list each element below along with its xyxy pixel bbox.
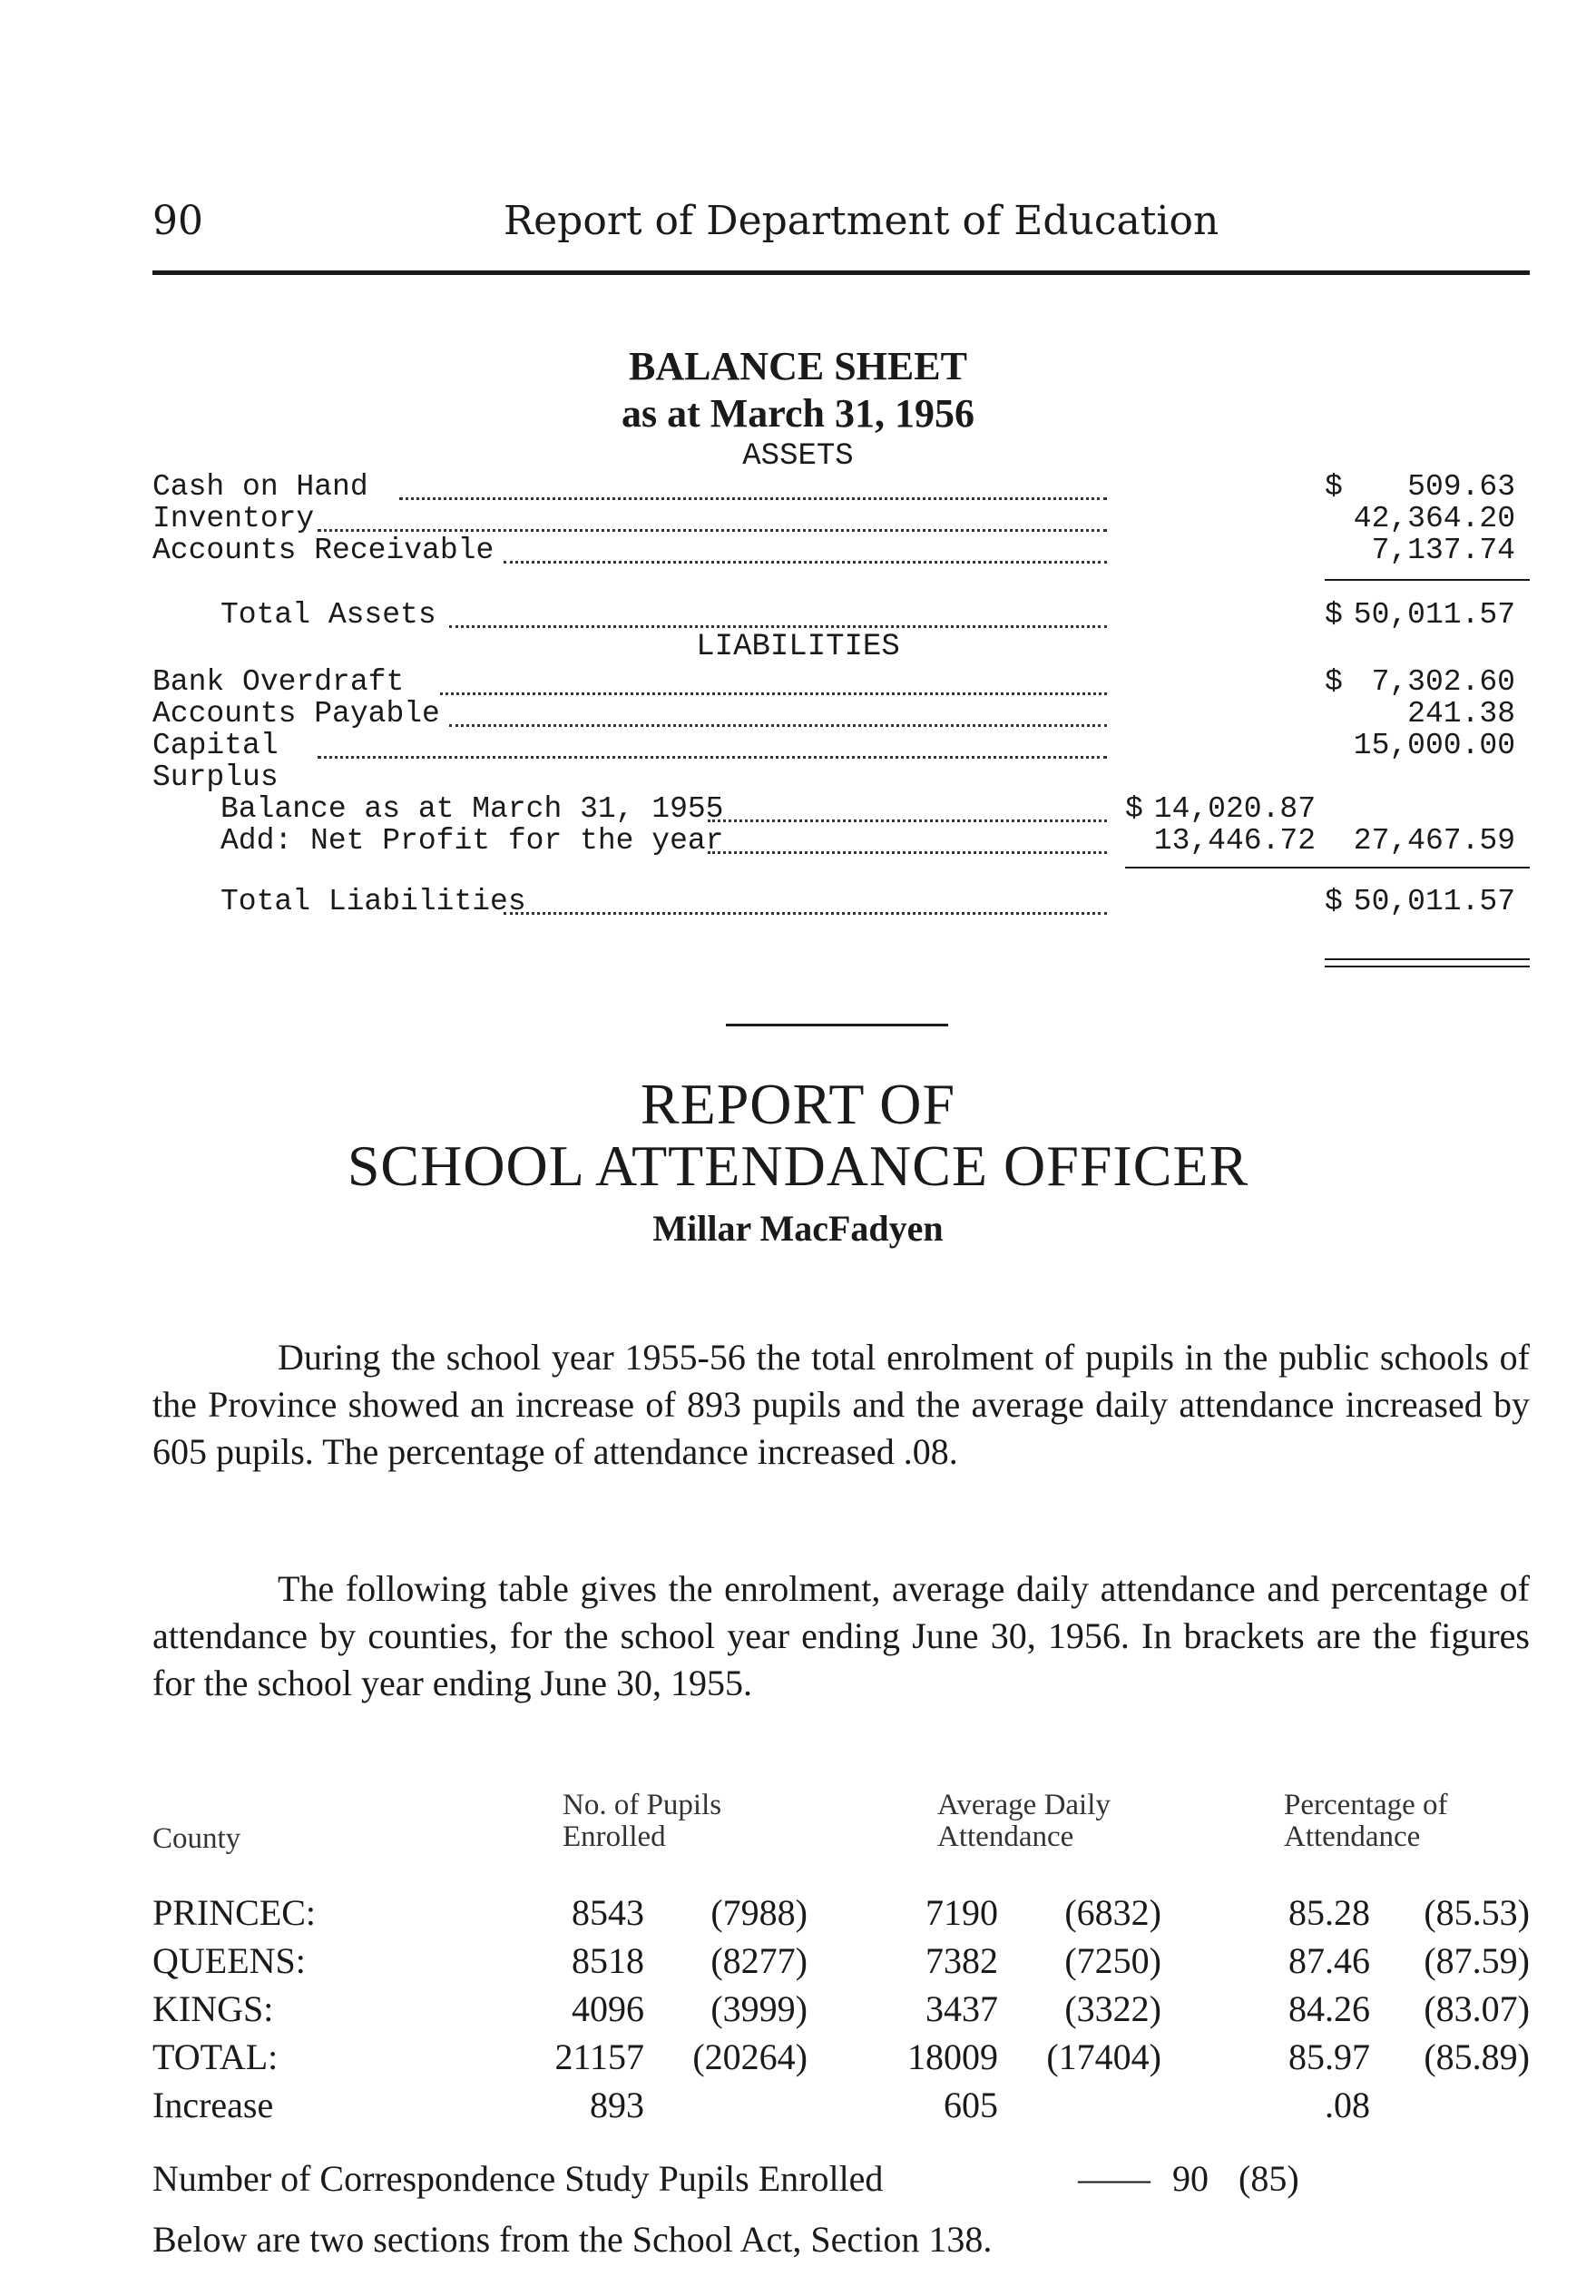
leader-dots	[440, 689, 1107, 695]
report-title-line1: REPORT OF	[640, 1072, 956, 1136]
row-amount: 7,302.60	[1371, 665, 1515, 699]
county-cell: PRINCEC:	[152, 1892, 317, 1933]
running-title: Report of Department of Education	[504, 198, 1219, 244]
enrolled-cell: 4096	[572, 1988, 644, 2029]
percent-cell: 84.26	[1288, 1988, 1370, 2029]
attendance-prev-cell: (6832)	[1064, 1892, 1161, 1933]
page-number: 90	[152, 198, 203, 244]
closing-line: Below are two sections from the School Act, Section 138.	[152, 2219, 993, 2260]
enrolled-prev-cell: (20264)	[692, 2036, 808, 2077]
enrolled-prev-cell: (3999)	[710, 1988, 808, 2029]
percent-prev-cell: (87.59)	[1424, 1940, 1530, 1981]
county-cell: QUEENS:	[152, 1940, 306, 1981]
row-label: Inventory	[152, 502, 315, 535]
row-amount: 42,364.20	[1353, 502, 1515, 535]
attendance-cell: 7190	[925, 1892, 998, 1933]
correspondence-label: Number of Correspondence Study Pupils Enrolled	[152, 2158, 884, 2199]
enrolled-prev-cell: (7988)	[710, 1892, 808, 1933]
row-total: 27,467.59	[1353, 824, 1515, 858]
county-cell: TOTAL:	[152, 2036, 279, 2077]
row-amount: 15,000.00	[1353, 729, 1515, 762]
enrolled-cell: 21157	[554, 2036, 644, 2077]
attendance-cell: 3437	[925, 1988, 998, 2029]
percent-prev-cell: (85.53)	[1424, 1892, 1530, 1933]
liabilities-heading: LIABILITIES	[696, 630, 900, 664]
paragraph-1: During the school year 1955-56 the total enrolment of pupils in the public schools of the Province showed an increase of 893 pupils and the average daily attendance increased by 605 pupils. The percentage of attendance increased .08.	[152, 1337, 1530, 1472]
dollar-sign: $	[1325, 470, 1343, 504]
double-rule-top	[1325, 958, 1530, 960]
row-label: Total Liabilities	[220, 885, 526, 918]
percent-cell: 85.28	[1288, 1892, 1370, 1933]
attendance-prev-cell: (7250)	[1064, 1940, 1161, 1981]
header-percent-2: Attendance	[1284, 1820, 1421, 1853]
dollar-sign: $	[1325, 665, 1343, 699]
county-cell: KINGS:	[152, 1988, 274, 2029]
header-enrolled-2: Enrolled	[563, 1820, 666, 1853]
leader-dots	[504, 908, 1107, 915]
row-label: Capital	[152, 729, 279, 762]
enrolled-cell: 8518	[572, 1940, 644, 1981]
leader-dots	[318, 525, 1107, 532]
leader-dots	[399, 494, 1107, 500]
report-title-line2: SCHOOL ATTENDANCE OFFICER	[347, 1133, 1249, 1198]
header-county: County	[152, 1822, 241, 1855]
header-attendance-1: Average Daily	[937, 1789, 1111, 1821]
sum-rule	[1125, 867, 1530, 868]
row-label: Accounts Receivable	[152, 534, 494, 567]
header-enrolled-1: No. of Pupils	[563, 1789, 722, 1821]
percent-prev-cell: (85.89)	[1424, 2036, 1530, 2077]
enrolled-prev-cell: (8277)	[710, 1940, 808, 1981]
row-amount: 50,011.57	[1353, 885, 1515, 918]
row-amount: 509.63	[1407, 470, 1515, 504]
row-label: Total Assets	[220, 598, 436, 632]
row-label: Cash on Hand	[152, 470, 368, 504]
percent-cell: 85.97	[1288, 2036, 1370, 2077]
county-cell: Increase	[152, 2085, 274, 2125]
row-amount: 7,137.74	[1371, 534, 1515, 567]
row-amount: 241.38	[1407, 697, 1515, 731]
correspondence-value: 90	[1172, 2158, 1209, 2199]
percent-cell: .08	[1325, 2085, 1370, 2125]
attendance-prev-cell: (17404)	[1046, 2036, 1161, 2077]
section-divider	[726, 1024, 948, 1026]
surplus-label: Surplus	[152, 760, 279, 794]
header-rule	[152, 270, 1530, 275]
leader-dots	[708, 816, 1107, 822]
percent-prev-cell: (83.07)	[1424, 1988, 1530, 2029]
row-amount: 14,020.87	[1153, 792, 1316, 826]
sum-rule	[1325, 579, 1530, 581]
dollar-sign: $	[1325, 885, 1343, 918]
row-label: Accounts Payable	[152, 697, 440, 731]
percent-cell: 87.46	[1288, 1940, 1370, 1981]
correspondence-prev: (85)	[1239, 2158, 1299, 2199]
leader-dots	[708, 848, 1107, 854]
header-attendance-2: Attendance	[937, 1820, 1074, 1853]
leader-dots	[449, 622, 1107, 628]
report-author: Millar MacFadyen	[652, 1208, 944, 1249]
row-label: Balance as at March 31, 1955	[220, 792, 724, 826]
enrolled-cell: 893	[590, 2085, 644, 2125]
attendance-cell: 605	[944, 2085, 998, 2125]
dollar-sign: $	[1325, 598, 1343, 632]
assets-heading: ASSETS	[742, 439, 854, 474]
leader-dots	[449, 721, 1107, 727]
attendance-cell: 7382	[925, 1940, 998, 1981]
row-amount: 13,446.72	[1153, 824, 1316, 858]
double-rule-bottom	[1325, 966, 1530, 967]
row-label: Bank Overdraft	[152, 665, 405, 699]
attendance-cell: 18009	[907, 2036, 998, 2077]
header-percent-1: Percentage of	[1284, 1789, 1448, 1821]
enrolled-cell: 8543	[572, 1892, 644, 1933]
dollar-sign: $	[1125, 792, 1143, 826]
leader-dots	[318, 752, 1107, 759]
leader-dots	[504, 557, 1107, 564]
attendance-prev-cell: (3322)	[1064, 1988, 1161, 2029]
correspondence-dash: ——	[1078, 2158, 1150, 2199]
balance-sheet-title: BALANCE SHEET	[629, 344, 967, 388]
paragraph-2: The following table gives the enrolment, average daily attendance and percentage of attendance by counties, for the school year ending June 30, 1956. In brackets are the figures for the school year ending June 30, 1955.	[152, 1568, 1530, 1703]
row-amount: 50,011.57	[1353, 598, 1515, 632]
row-label: Add: Net Profit for the year	[220, 824, 724, 858]
balance-sheet-date: as at March 31, 1956	[621, 391, 975, 436]
